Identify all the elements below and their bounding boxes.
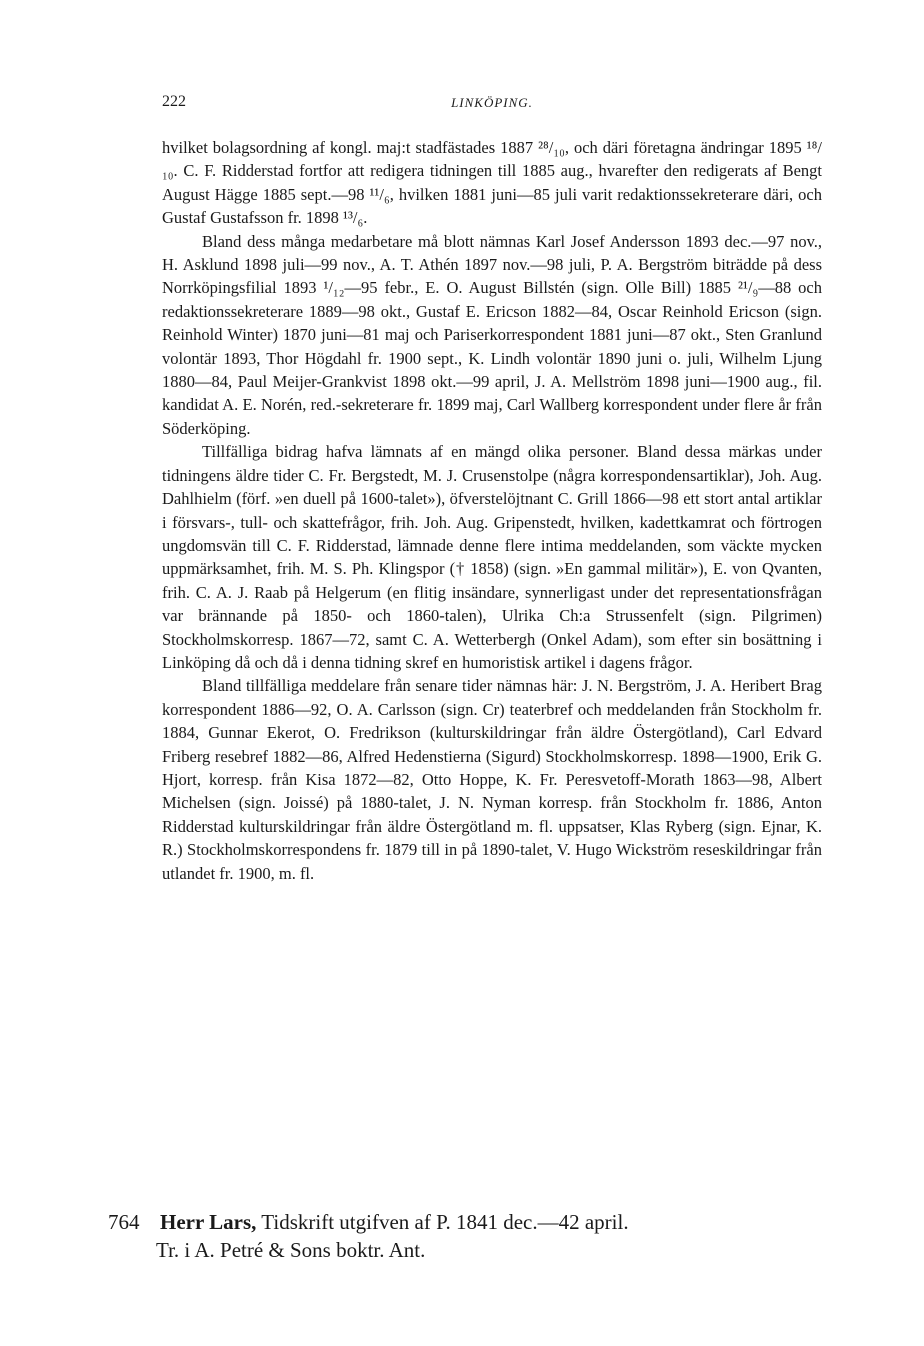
entry-number: 764 — [108, 1210, 140, 1234]
paragraph: Tillfälliga bidrag hafva lämnats af en mängd olika personer. Bland dessa märkas under tidningens äldre tider C. Fr. Bergstedt, M. J. Crusenstolpe (några korrespondensartiklar), Joh. Aug. Dahlhielm (förf. »en duell på 1600-talet»), öfverstelöjtnant C. Grill 1866—98 ett stort antal artiklar i försvars-, tull- och skattefrågor, frih. Joh. Aug. Gripenstedt, hvilken, kadettkamrat och förtrogen ungdomsvän till C. F. Ridderstad, lämnade denne flere intima meddelanden, som väckte mycken uppmärksamhet, frih. M. S. Ph. Klingspor († 1858) (sign. »En gammal militär»), E. von Qvanten, frih. C. A. J. Raab på Helgerum (en flitig insändare, synnerligast under det representationsfrågan var brännande på 1850- och 1860-talen), Ulrika Ch:a Strussenfelt (sign. Pilgrimen) Stockholmskorresp. 1867—72, samt C. A. Wetterbergh (Onkel Adam), som efter sin bosättning i Linköping då och då i denna tidning skref en humoristisk artikel i dagens frågor. — [162, 442, 822, 672]
entry-title: Herr Lars, — [160, 1210, 257, 1234]
entry-line-1 — [108, 1208, 828, 1236]
running-head: LINKÖPING. — [451, 95, 533, 110]
page-number: 222 — [162, 93, 186, 110]
main-text — [162, 136, 822, 885]
page-header — [162, 93, 822, 117]
entry-line-2: Tr. i A. Petré & Sons boktr. Ant. — [156, 1238, 426, 1262]
paragraph: Bland dess många medarbetare må blott nämnas Karl Josef Andersson 1893 dec.—97 nov., H. Asklund 1898 juli—99 nov., A. T. Athén 1897 nov.—98 juli, P. A. Bergström biträdde på dess Norrköpingsfilial 1893 ¹/₁₂—95 febr., E. O. August Billstén (sign. Olle Bill) 1885 ²¹/₉—88 och redaktionssekreterare 1889—98 okt., Gustaf E. Ericson 1882—84, Oscar Reinhold Ericson (sign. Reinhold Winter) 1870 juni—81 maj och Pariserkorrespondent 1881 juni—87 okt., Sten Granlund volontär 1893, Thor Högdahl fr. 1900 sept., K. Lindh volontär 1890 juni o. juli, Wilhelm Ljung 1880—84, Paul Meijer-Grankvist 1898 okt.—99 april, J. A. Mellström 1898 juni—1900 aug., fil. kandidat A. E. Norén, red.-sekreterare fr. 1899 maj, Carl Wallberg korrespondent under flere år från Söderköping. — [162, 231, 822, 438]
paragraph: Bland tillfälliga meddelare från senare tider nämnas här: J. N. Bergström, J. A. Heribert Brag korrespondent 1886—92, O. A. Carlsson (sign. Cr) teaterbref och meddelanden från Stockholm fr. 1884, Gunnar Ekerot, O. Fredrikson (kulturskildringar från äldre Östergötland), Carl Edvard Friberg resebref 1882—86, Alfred Hedenstierna (Sigurd) Stockholmskorresp. 1898—1900, Erik G. Hjort, korresp. från Kisa 1872—82, Otto Hoppe, K. Fr. Peresvetoff-Morath 1863—98, Albert Michelsen (sign. Joissé) på 1880-talet, J. N. Nyman korresp. från Stockholm fr. 1886, Anton Ridderstad kulturskildringar från äldre Östergötland m. fl. uppsatser, Klas Ryberg (sign. Ejnar, K. R.) Stockholmskorrespondens fr. 1879 till in på 1890-talet, V. Hugo Wickström reseskildringar från utlandet fr. 1900, m. fl. — [162, 676, 822, 883]
entry-description: Tidskrift utgifven af P. 1841 dec.—42 april. — [256, 1210, 629, 1234]
paragraph: hvilket bolagsordning af kongl. maj:t stadfästades 1887 ²⁸/₁₀, och däri företagna ändringar 1895 ¹⁸/₁₀. C. F. Ridderstad fortfor att redigera tidningen till 1885 aug., hvarefter den redigerats af Bengt August Hägge 1885 sept.—98 ¹¹/₆, hvilken 1881 juni—85 juli varit redaktionssekreterare däri, och Gustaf Gustafsson fr. 1898 ¹³/₆. — [162, 138, 822, 228]
catalog-entry — [108, 1208, 828, 1264]
